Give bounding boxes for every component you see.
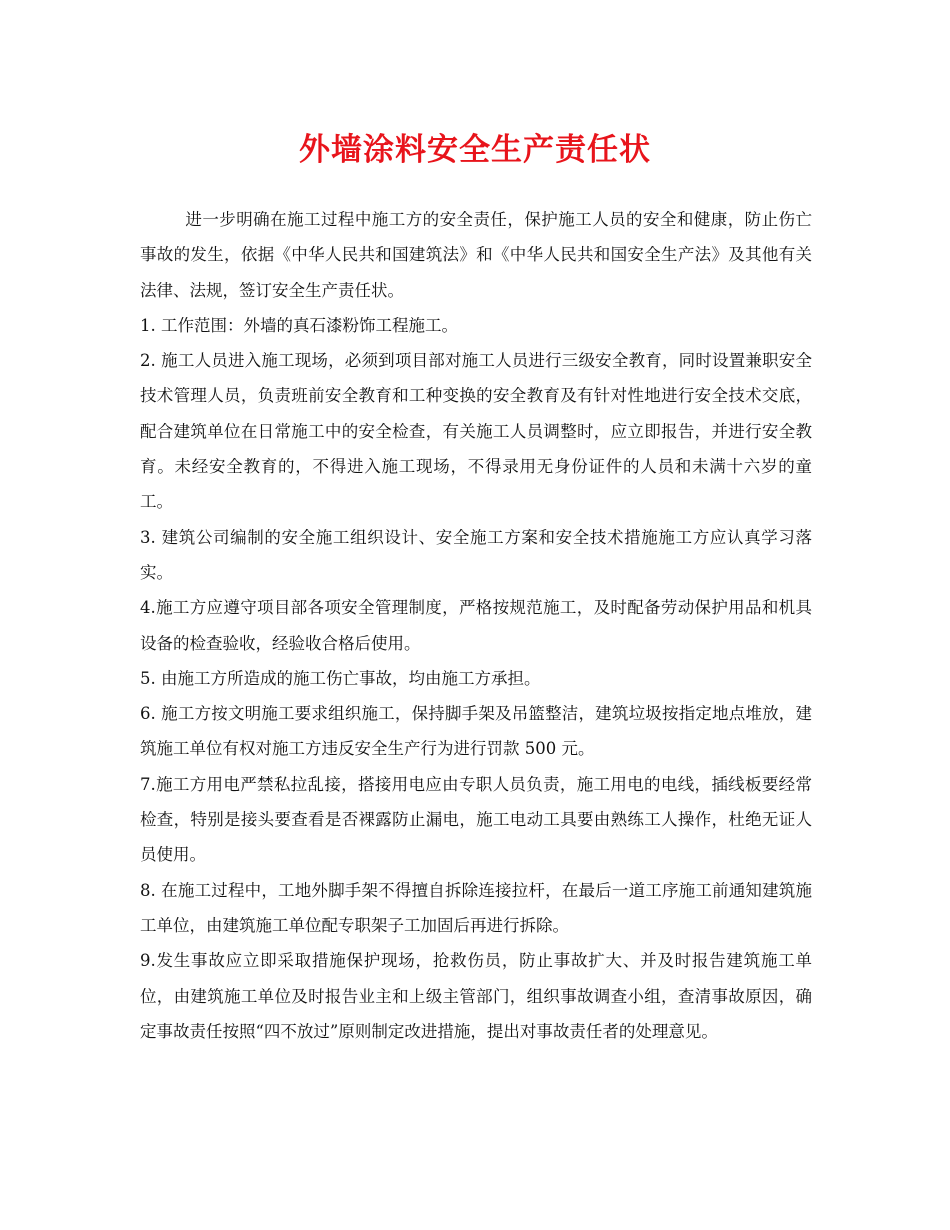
clause-8: 8. 在施工过程中，工地外脚手架不得擅自拆除连接拉杆，在最后一道工序施工前通知建筑施工单位，由建筑施工单位配专职架子工加固后再进行拆除。 (140, 880, 812, 935)
clause-9: 9.发生事故应立即采取措施保护现场，抢救伤员，防止事故扩大、并及时报告建筑施工单位，由建筑施工单位及时报告业主和上级主管部门，组织事故调查小组，查清事故原因，确定事故责任按照“四不放过”原则制定改进措施，提出对事故责任者的处理意见。 (140, 951, 812, 1041)
clause-1: 1. 工作范围：外墙的真石漆粉饰工程施工。 (140, 315, 458, 335)
clause-5: 5. 由施工方所造成的施工伤亡事故，均由施工方承担。 (140, 668, 541, 688)
clause-7: 7.施工方用电严禁私拉乱接，搭接用电应由专职人员负责，施工用电的电线，插线板要经常检查，特别是接头要查看是否裸露防止漏电，施工电动工具要由熟练工人操作，杜绝无证人员使用。 (140, 774, 812, 865)
document-body (140, 202, 812, 1049)
clause-4: 4.施工方应遵守项目部各项安全管理制度，严格按规范施工，及时配备劳动保护用品和机具设备的检查验收，经验收合格后使用。 (140, 598, 812, 653)
clause-6: 6. 施工方按文明施工要求组织施工，保持脚手架及吊篮整洁，建筑垃圾按指定地点堆放，建筑施工单位有权对施工方违反安全生产行为进行罚款 500 元。 (140, 704, 812, 759)
intro-paragraph: 进一步明确在施工过程中施工方的安全责任，保护施工人员的安全和健康，防止伤亡事故的发生，依据《中华人民共和国建筑法》和《中华人民共和国安全生产法》及其他有关法律、法规，签订安全生产责任状。 (140, 210, 812, 300)
clause-2: 2. 施工人员进入施工现场，必须到项目部对施工人员进行三级安全教育，同时设置兼职安全技术管理人员，负责班前安全教育和工种变换的安全教育及有针对性地进行安全技术交底，配合建筑单位在日常施工中的安全检查，有关施工人员调整时，应立即报告，并进行安全教育。未经安全教育的，不得进入施工现场，不得录用无身份证件的人员和未满十六岁的童工。 (140, 351, 812, 512)
document-title: 外墙涂料安全生产责任状 (299, 132, 651, 168)
clause-3: 3. 建筑公司编制的安全施工组织设计、安全施工方案和安全技术措施施工方应认真学习落实。 (140, 527, 812, 582)
